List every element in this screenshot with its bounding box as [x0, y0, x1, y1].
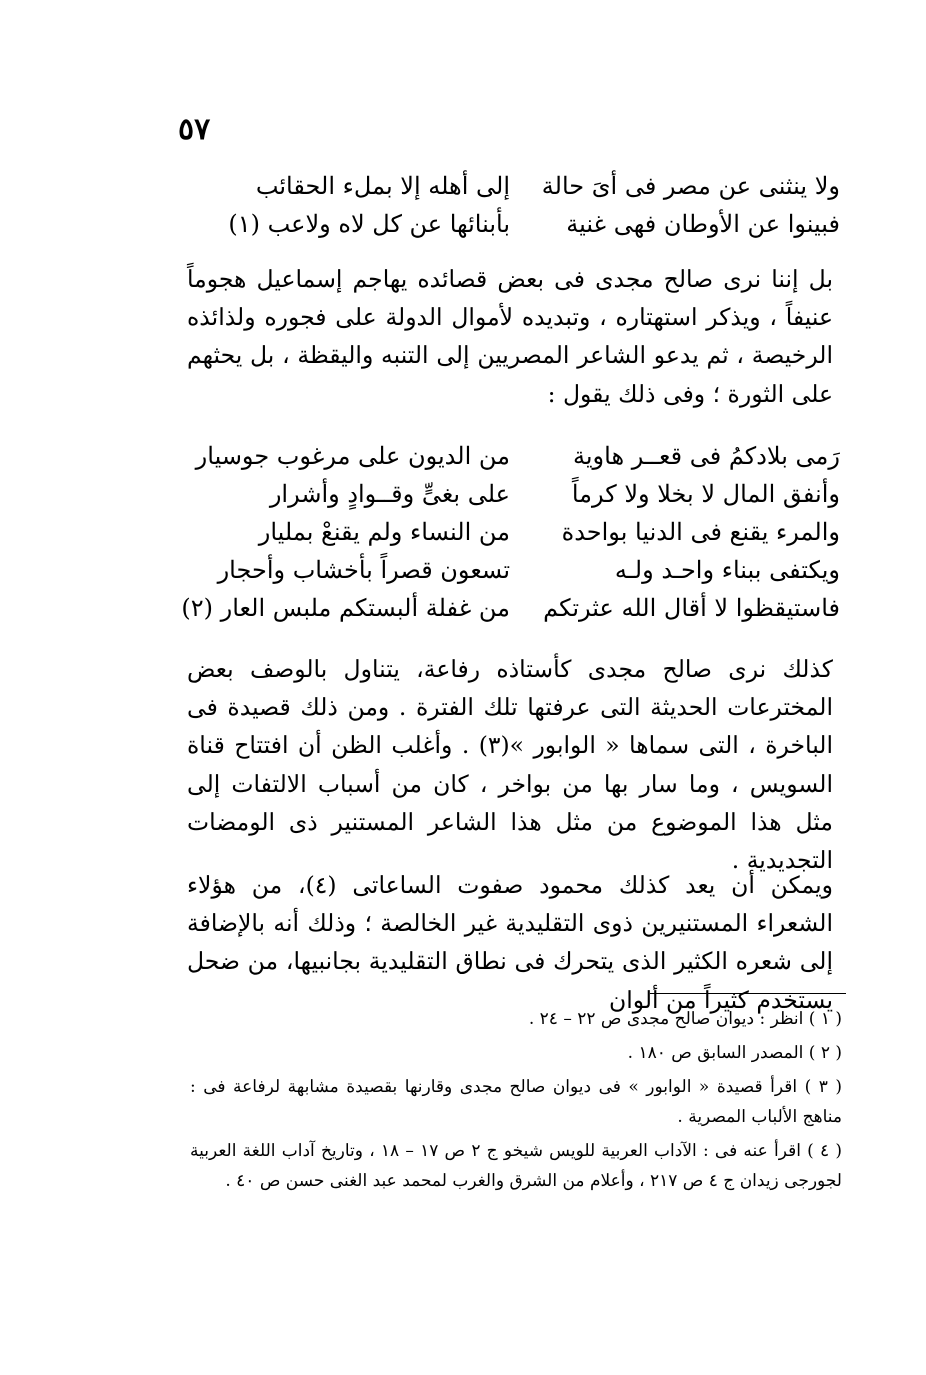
- verse-line: [180, 206, 840, 244]
- paragraph-text: ويمكن أن يعد كذلك محمود صفوت الساعاتى (٤)، من هؤلاء الشعراء المستنيرين ذوى التقليدية غير الخالصة ؛ وذلك أنه بالإضافة إلى شعره الكثير الذى يتحرك فى نطاق التقليدية بجانبيها، من ضحل يستخدم كثيراً من ألوان: [187, 871, 834, 1014]
- verse-hemistich-left: تسعون قصراً بأخشاب وأحجار: [217, 556, 510, 584]
- paragraph-2: [187, 650, 833, 879]
- footnote: ( ٤ ) اقرأ عنه فى : الآداب العربية للويس شيخو ج ٢ ص ١٧ – ١٨ ، وتاريخ آداب اللغة العربية لجورجى زيدان ج ٤ ص ٢١٧ ، وأعلام من الشرق والغرب لمحمد عبد الغنى حسن ص ٤٠ .: [190, 1141, 842, 1191]
- verse-line: [180, 514, 840, 552]
- verse-block-2: [180, 438, 840, 628]
- verse-line: [180, 438, 840, 476]
- paragraph-text: بل إننا نرى صالح مجدى فى بعض قصائده يهاجم إسماعيل هجوماً عنيفاً ، ويذكر استهتاره ، وتبديده لأموال الدولة على فجوره ولذائذه الرخيصة ، ثم يدعو الشاعر المصريين إلى التنبه واليقظة ، بل يحثهم على الثورة ؛ وفى ذلك يقول :: [187, 265, 833, 408]
- verse-hemistich-left: من الديون على مرغوب جوسيار: [195, 442, 510, 470]
- verse-hemistich-right: والمرء يقنع فى الدنيا بواحدة: [561, 518, 840, 546]
- footnotes: [190, 1004, 842, 1200]
- verse-line: [180, 590, 840, 628]
- footnote: ( ٢ ) المصدر السابق ص ١٨٠ .: [627, 1043, 842, 1063]
- verse-hemistich-left: بأبنائها عن كل لاه ولاعب (١): [228, 210, 510, 238]
- verse-hemistich-left: من النساء ولم يقنعْ بمليار: [258, 518, 510, 546]
- verse-hemistich-right: رَمى بلادكمُ فى قعــر هاوية: [573, 442, 840, 470]
- verse-hemistich-left: على بغىٍّ وقــوادٍ وأشرار: [269, 480, 510, 508]
- paragraph-text: كذلك نرى صالح مجدى كأستاذه رفاعة، يتناول بالوصف بعض المخترعات الحديثة التى عرفتها تلك الفترة . ومن ذلك قصيدة فى الباخرة ، التى سماها « الوابور »(٣) . وأغلب الظن أن افتتاح قناة السويس ، وما سار بها من بواخر ، كان من أسباب الالتفات إلى مثل هذا الموضوع من مثل هذا الشاعر المستنير ذى الومضات التجديدية .: [187, 655, 833, 875]
- paragraph-1: [187, 260, 833, 413]
- footnote: ( ١ ) انظر : ديوان صالح مجدى ص ٢٢ – ٢٤ .: [528, 1009, 842, 1029]
- verse-block-1: [180, 168, 840, 244]
- footnote-divider: [650, 993, 846, 994]
- verse-line: [180, 476, 840, 514]
- verse-hemistich-right: ولا ينثنى عن مصر فى أىَ حالة: [541, 172, 840, 200]
- verse-line: [180, 552, 840, 590]
- verse-hemistich-right: فبينوا عن الأوطان فهى غنية: [566, 210, 840, 238]
- verse-hemistich-left: من غفلة ألبستكم ملبس العار (٢): [181, 594, 510, 622]
- footnote: ( ٣ ) اقرأ قصيدة « الوابور » فى ديوان صالح مجدى وقارنها بقصيدة مشابهة لرفاعة فى : مناهج الألباب المصرية .: [190, 1077, 842, 1127]
- verse-hemistich-right: ويكتفى ببناء واحـد ولـه: [614, 556, 840, 584]
- verse-line: [180, 168, 840, 206]
- paragraph-3: [187, 866, 833, 1019]
- page-number: ٥٧: [178, 112, 211, 147]
- verse-hemistich-right: وأنفق المال لا بخلا ولا كرماً: [571, 480, 840, 508]
- verse-hemistich-left: إلى أهله إلا بملء الحقائب: [255, 172, 510, 200]
- verse-hemistich-right: فاستيقظوا لا أقال الله عثرتكم: [543, 594, 840, 622]
